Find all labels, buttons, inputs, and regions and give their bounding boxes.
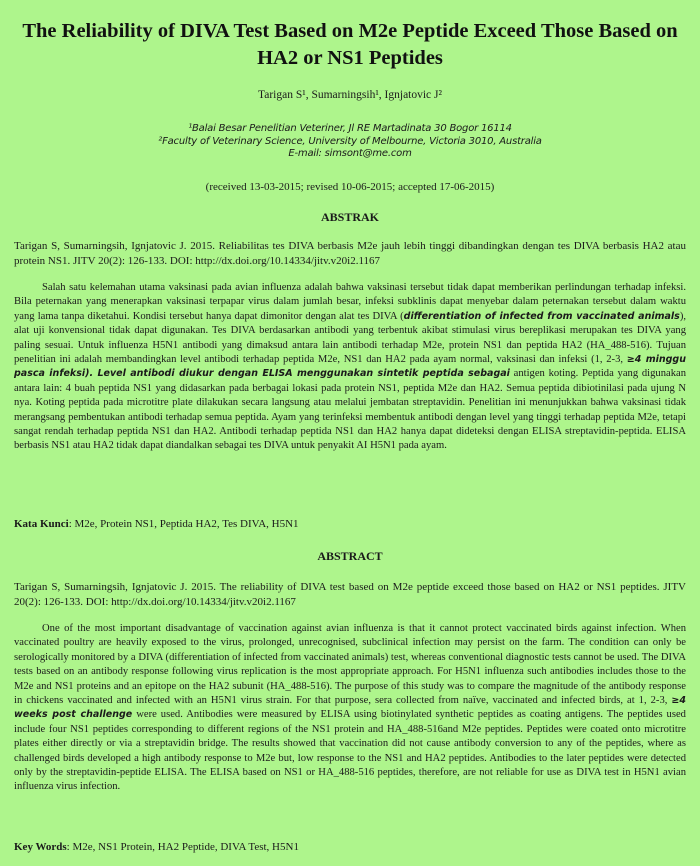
contact-email: E-mail: simsont@me.com [288, 148, 412, 159]
affiliations [0, 123, 700, 161]
abstract-text-1: One of the most important disadvantage of vaccination against avian influenza is that it cannot protect vaccinated birds against infection. When vaccinated poultry are heavily exposed to the virus, prolonged, unrecognised, subclinical infection may persist on the farm. The condition can only be serologically monitored by a DIVA (differentiation of infected from vaccinated animals) test, whereas conventional diagnostic tests cannot be used. The DIVA tests based on an antibody response following virus replication is the most appropriate approach. For H5N1 influenza such antibodies includes those to the M2e and NS1 proteins and an epitope on the HA2 subunit (HA_488-516). The purpose of this study was to compare the magnitude of the antibody response in chickens vaccinated and infected with an H5N1 virus strain. For that purpose, sera collected from naïve, vaccinated and infected birds, at 1, 2-3, [14, 623, 686, 707]
abstract-body [14, 622, 686, 795]
received-dates: (received 13-03-2015; revised 10-06-2015; accepted 17-06-2015) [205, 181, 495, 193]
abstrak-emphasis-1: differentiation of infected from vaccinated animals [403, 310, 680, 322]
author-list: Tarigan S¹, Sumarningsih¹, Ignjatovic J² [258, 89, 442, 101]
kata-kunci [14, 518, 686, 530]
abstrak-text-2: ), alat uji konvensional tidak dapat digunakan. Tes DIVA berdasarkan antibodi yang terbentuk akibat stimulasi virus bereplikasi merupakan tes DIVA yang paling sesuai. Untuk influenza H5N1 antibodi yang dimaksud antara lain antibodi terhadap M2e, protein NS1 dan peptida HA2 (HA_488-516). Tujuan penelitian ini adalah membandingkan level antibodi terhadap peptida M2e, NS1 dan HA2 pada ayam normal, vaksinasi dan infeksi (1, 2-3, [14, 310, 686, 366]
abstract-text-2: were used. Antibodies were measured by ELISA using biotinylated synthetic peptides as coating antigens. The peptides used include four NS1 peptides corresponding to different regions of the NS1 protein and HA_488-516and M2e peptides. Peptides were coated onto microtitre plates either directly or via a streptavidin bridge. The results showed that vaccination did not cause antibody conversion to any of the peptides, where as challenged birds developed a high antibody response to M2e but, low response to the NS1 and HA2 peptides. Antibodies to the later peptides were detected only by the streptavidin-peptide ELISA. The ELISA based on NS1 or HA_488-516 peptides, therefore, are not reliable for use as DIVA test in H5N1 avian influenza virus infection. [14, 709, 686, 793]
abstrak-text-3: antigen koting. Peptida yang digunakan antara lain: 4 buah peptida NS1 yang didasarkan pada berbagai lokasi pada protein NS1, peptida M2e dan HA2. Semua peptida dibiotinilasi pada ujung N nya. Koting peptida pada microtitre plate dilakukan secara langsung atau melalui jembatan streptavidin. Penelitian ini menunjukkan bahwa vaksinasi tidak merangsang pembentukan antibodi terhadap semua peptida. Ayam yang terinfeksi membentuk antibodi dengan level yang tinggi terhadap peptida M2e, tetapi sangat rendah terhadap peptida NS1 dan HA2. Antibodi terhadap peptida NS1 dan HA2 hanya dapat dideteksi dengan ELISA streptavidin-peptida. ELISA berbasis NS1 atau HA2 tidak dapat diandalkan sebagai tes DIVA untuk penyakit AI H5N1 pada ayam. [14, 368, 686, 452]
abstract-citation: Tarigan S, Sumarningsih, Ignjatovic J. 2015. The reliability of DIVA test based on M2e peptide exceed those based on HA2 or NS1 peptides. JITV 20(2): 126-133. DOI: http://dx.doi.org/10.14334/jitv.v20i2.1167 [14, 581, 686, 608]
kata-kunci-label: Kata Kunci [14, 518, 69, 530]
key-words [14, 841, 686, 853]
paper-title: The Reliability of DIVA Test Based on M2e Peptide Exceed Those Based on HA2 or NS1 Peptides [22, 20, 678, 69]
abstrak-body [14, 281, 686, 454]
abstrak-text-1: Salah satu kelemahan utama vaksinasi pada avian influenza adalah bahwa vaksinasi tersebut tidak dapat memberikan perlindungan terhadap infeksi. Bila peternakan yang menerapkan vaksinasi terpapar virus dalam jumlah besar, infeksi subklinis dapat menyebar dalam peternakan tersebut dalam waktu yang lama tanpa diketahui. Kondisi tersebut hanya dapat dimonitor dengan alat tes DIVA ( [14, 282, 686, 322]
abstract-emphasis-1: ≥4 weeks post challenge [14, 695, 686, 721]
kata-kunci-text: : M2e, Protein NS1, Peptida HA2, Tes DIVA, H5N1 [68, 518, 299, 530]
key-words-text: : M2e, NS1 Protein, HA2 Peptide, DIVA Test, H5N1 [66, 841, 299, 853]
abstrak-heading: ABSTRAK [320, 210, 379, 224]
abstrak-emphasis-2: ≥4 minggu pasca infeksi). Level antibodi diukur dengan ELISA menggunakan sintetik peptida sebagai [14, 354, 686, 380]
key-words-label: Key Words [14, 841, 67, 853]
affiliation-1: ¹Balai Besar Penelitian Veteriner, Jl RE Martadinata 30 Bogor 16114 [188, 123, 512, 134]
affiliation-2: ²Faculty of Veterinary Science, University of Melbourne, Victoria 3010, Australia [158, 135, 542, 147]
abstract-heading: ABSTRACT [317, 549, 383, 563]
abstrak-citation: Tarigan S, Sumarningsih, Ignjatovic J. 2015. Reliabilitas tes DIVA berbasis M2e jauh lebih tinggi dibandingkan dengan tes DIVA berbasis HA2 atau protein NS1. JITV 20(2): 126-133. DOI: http://dx.doi.org/10.14334/jitv.v20i2.1167 [14, 240, 686, 267]
